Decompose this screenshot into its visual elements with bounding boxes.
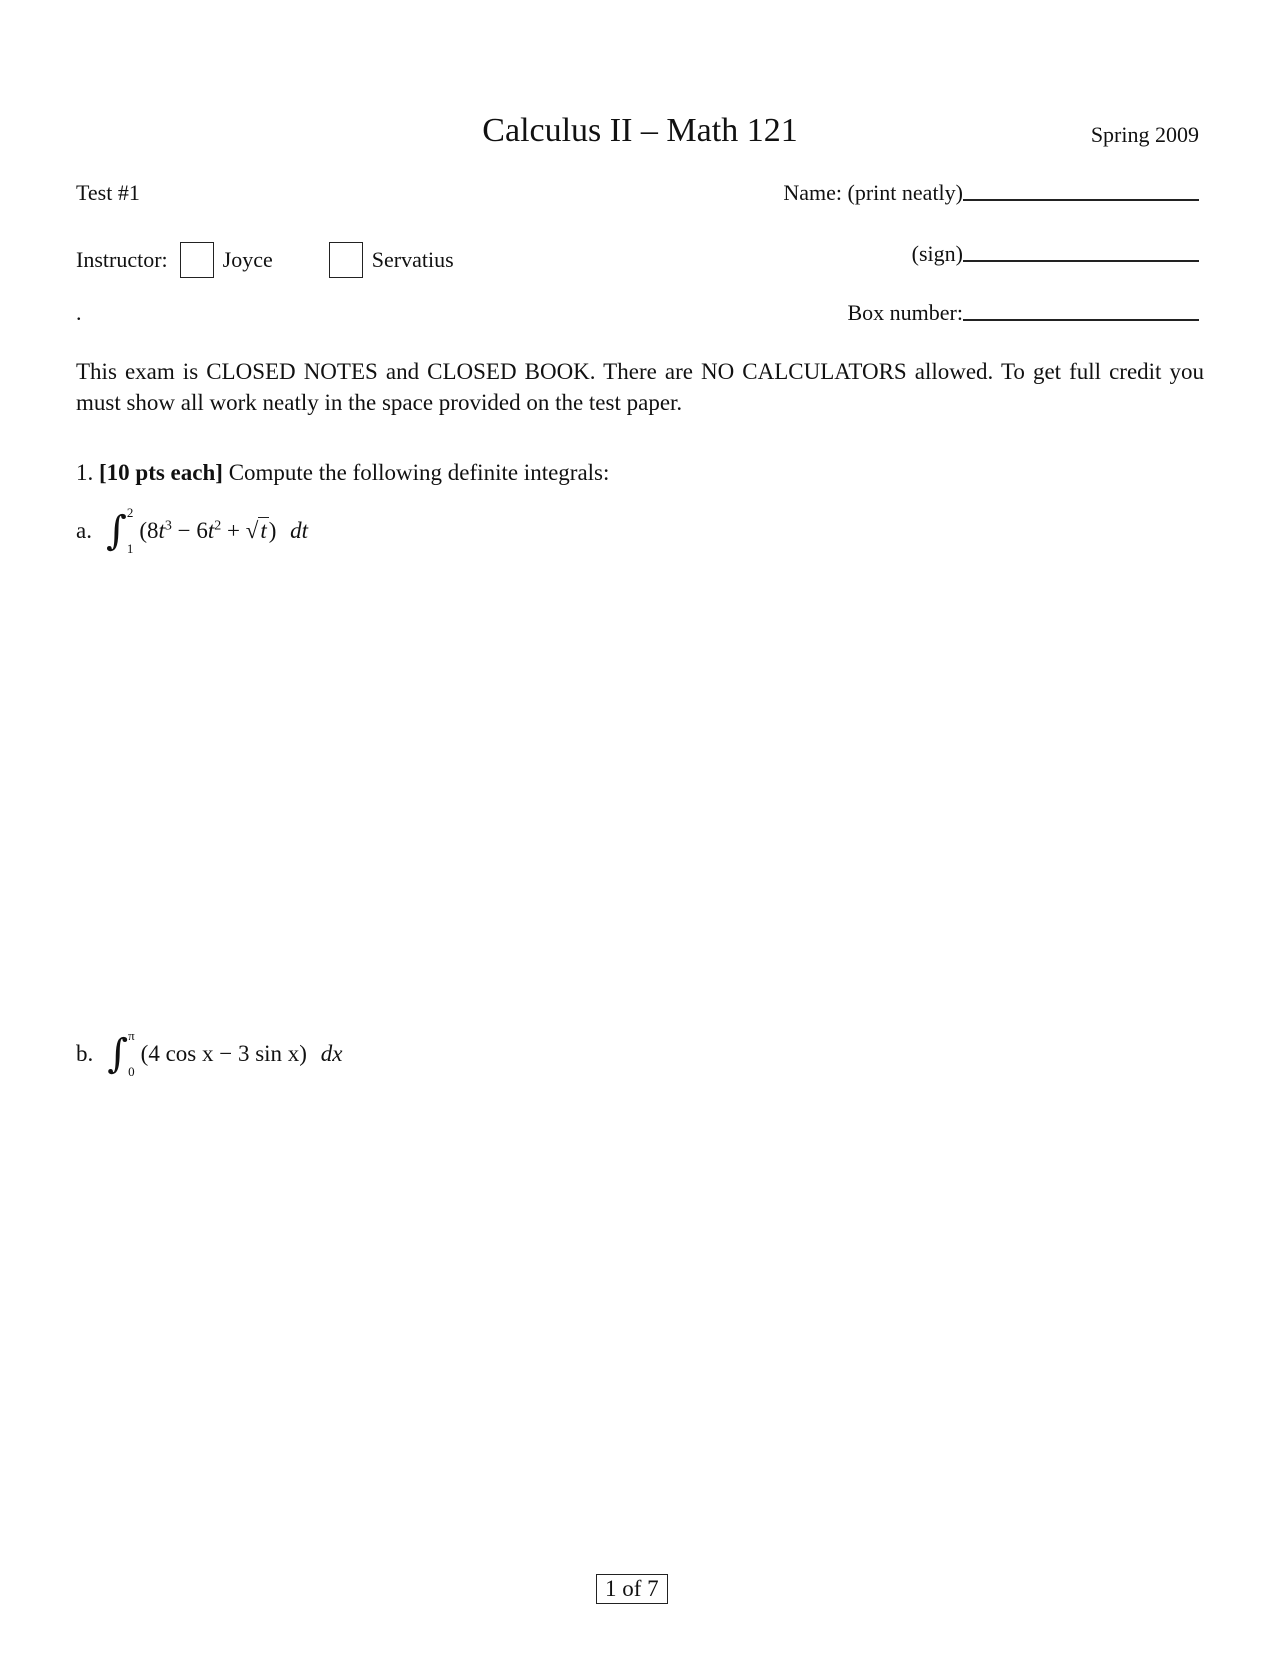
sign-input-line[interactable] bbox=[963, 259, 1199, 262]
exam-instructions: This exam is CLOSED NOTES and CLOSED BOOK. There are NO CALCULATORS allowed. To get full credit you must show all work neatly in the space provided on the test paper. bbox=[76, 359, 1204, 415]
test-number: Test #1 bbox=[76, 180, 140, 205]
integral-b-differential: dx bbox=[320, 1041, 343, 1066]
page-number: 1 of 7 bbox=[596, 1574, 668, 1604]
joyce-label: Joyce bbox=[222, 247, 273, 272]
integral-b-limits bbox=[128, 1028, 135, 1080]
integral-a bbox=[106, 505, 308, 557]
name-field[interactable] bbox=[783, 180, 1199, 206]
problem-a-label: a. bbox=[76, 518, 92, 543]
integral-b-upper: π bbox=[128, 1028, 135, 1043]
question-points: [10 pts each] bbox=[99, 460, 223, 485]
sign-label: (sign) bbox=[911, 241, 963, 266]
instructor-label: Instructor: bbox=[76, 247, 168, 272]
integral-b-integrand: (4 cos x − 3 sin x) dx bbox=[140, 1041, 343, 1066]
integral-a-upper: 2 bbox=[126, 505, 134, 520]
integral-b bbox=[107, 1028, 342, 1080]
question-prompt: Compute the following definite integrals: bbox=[228, 460, 610, 485]
term-label: Spring 2009 bbox=[1090, 122, 1199, 147]
integral-a-integrand: $(8t^3 - 6t^2 + √t)$ dt bbox=[139, 518, 309, 543]
instructor-row bbox=[76, 242, 454, 278]
integral-a-lower: 1 bbox=[126, 541, 134, 556]
problem-a bbox=[76, 505, 308, 557]
box-number-input-line[interactable] bbox=[963, 318, 1199, 321]
dot-mark: . bbox=[76, 300, 82, 325]
name-label: Name: (print neatly) bbox=[783, 180, 963, 205]
problem-b bbox=[76, 1028, 342, 1080]
servatius-label: Servatius bbox=[371, 247, 454, 272]
box-number-label: Box number: bbox=[847, 300, 963, 325]
name-input-line[interactable] bbox=[963, 198, 1199, 201]
servatius-checkbox[interactable] bbox=[329, 242, 363, 278]
box-number-field[interactable] bbox=[848, 300, 1200, 326]
integral-sign-icon: ∫ bbox=[105, 508, 127, 554]
integral-a-limits bbox=[127, 505, 134, 557]
page-title: Calculus II – Math 121 bbox=[482, 112, 798, 149]
sign-field[interactable] bbox=[912, 241, 1199, 267]
problem-b-label: b. bbox=[76, 1041, 94, 1066]
integral-sign-icon: ∫ bbox=[107, 1031, 129, 1077]
joyce-checkbox[interactable] bbox=[180, 242, 214, 278]
question-number: 1. bbox=[76, 460, 94, 485]
integral-a-differential: dt bbox=[290, 518, 309, 543]
question-1 bbox=[76, 460, 609, 486]
integral-b-lower: 0 bbox=[128, 1064, 135, 1079]
